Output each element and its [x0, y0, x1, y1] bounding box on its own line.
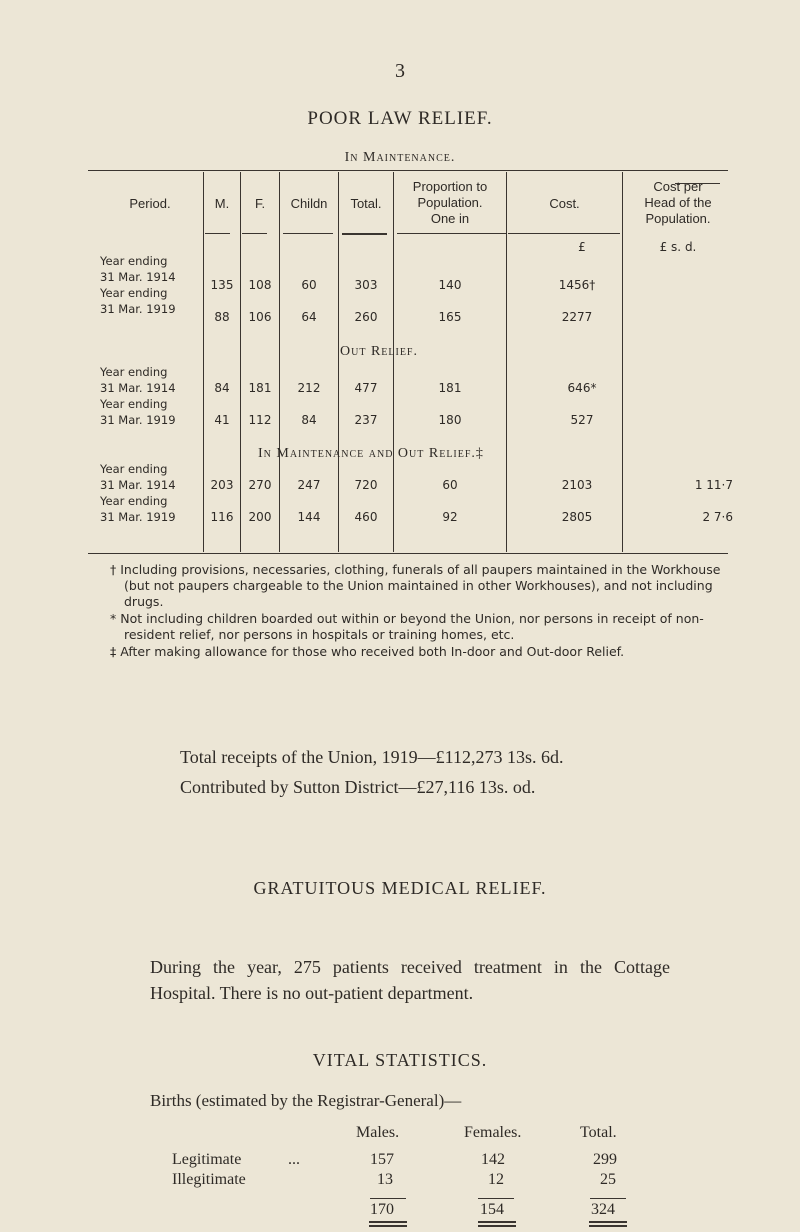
header-total: Total. — [350, 196, 382, 211]
period-line: Year ending — [100, 286, 168, 300]
column-divider — [338, 172, 339, 552]
cell-proportion: 180 — [438, 413, 462, 427]
period-line: 31 Mar. 1919 — [100, 413, 176, 427]
header-m: M. — [214, 196, 230, 211]
cell-proportion: 140 — [438, 278, 462, 292]
cell-childn: 64 — [301, 310, 317, 324]
births-col-females: Females. — [464, 1124, 522, 1141]
period-label — [100, 461, 176, 525]
table-top-rule — [88, 170, 728, 171]
cell-cost: 527 — [570, 413, 594, 427]
footnote: * Not including children boarded out within or beyond the Union, nor persons in receipt of non-resident relief, nor persons in hospitals or training homes, etc. — [110, 611, 704, 642]
header-proportion — [394, 179, 506, 227]
header-childn: Childn — [290, 196, 328, 211]
births-row-label: Illegitimate — [172, 1171, 246, 1188]
cell-proportion: 165 — [438, 310, 462, 324]
cell-total: 237 — [354, 413, 378, 427]
double-rule — [369, 1225, 407, 1227]
births-total: 299 — [593, 1151, 617, 1168]
births-col-total: Total. — [580, 1124, 617, 1141]
sutton-contribution: Contributed by Sutton District—£27,116 13s. od. — [180, 777, 536, 797]
period-label — [100, 253, 176, 317]
double-rule — [589, 1225, 627, 1227]
period-line: 31 Mar. 1914 — [100, 381, 176, 395]
header-proportion-line: One in — [430, 211, 470, 226]
cell-f: 112 — [248, 413, 272, 427]
cell-m: 203 — [210, 478, 234, 492]
cell-cost: 1456† — [558, 278, 596, 292]
header-underline — [508, 233, 620, 234]
period-line: 31 Mar. 1914 — [100, 270, 176, 284]
births-males: 157 — [370, 1151, 394, 1168]
cell-total: 303 — [354, 278, 378, 292]
table-bottom-rule — [88, 553, 728, 554]
cell-m: 88 — [214, 310, 230, 324]
column-divider — [203, 172, 204, 552]
header-cost-per-head — [623, 179, 733, 227]
cell-cost: 646* — [567, 381, 597, 395]
cell-m: 84 — [214, 381, 230, 395]
cell-cost-per-head: 2 7·6 — [702, 510, 733, 524]
footnotes — [110, 562, 730, 661]
births-heading: Births (estimated by the Registrar-General)— — [150, 1091, 462, 1110]
header-proportion-line: Proportion to — [412, 179, 488, 194]
header-underline — [205, 233, 230, 234]
cost-per-head-unit: £ s. d. — [659, 240, 697, 254]
births-females: 142 — [481, 1151, 505, 1168]
births-females: 12 — [488, 1171, 504, 1188]
period-line: Year ending — [100, 397, 168, 411]
cell-f: 270 — [248, 478, 272, 492]
cell-m: 116 — [210, 510, 234, 524]
cell-m: 135 — [210, 278, 234, 292]
cost-unit: £ — [578, 240, 586, 254]
sum-rule — [590, 1198, 626, 1199]
period-line: 31 Mar. 1919 — [100, 510, 176, 524]
header-proportion-line: Population. — [417, 195, 483, 210]
cell-cost: 2103 — [561, 478, 593, 492]
period-line: 31 Mar. 1919 — [100, 302, 176, 316]
double-rule — [478, 1221, 516, 1223]
cell-f: 108 — [248, 278, 272, 292]
cell-m: 41 — [214, 413, 230, 427]
period-line: 31 Mar. 1914 — [100, 478, 176, 492]
header-cost-per-head-line: Head of the — [644, 195, 712, 210]
cell-childn: 144 — [297, 510, 321, 524]
births-total-males: 170 — [370, 1201, 394, 1218]
cell-f: 106 — [248, 310, 272, 324]
cell-f: 181 — [248, 381, 272, 395]
period-line: Year ending — [100, 494, 168, 508]
cell-total: 720 — [354, 478, 378, 492]
double-rule — [369, 1221, 407, 1223]
column-divider — [393, 172, 394, 552]
double-rule — [478, 1225, 516, 1227]
births-row-label: Legitimate — [172, 1151, 242, 1168]
cell-childn: 84 — [301, 413, 317, 427]
footnote: † Including provisions, necessaries, clothing, funerals of all paupers maintained in the Workhouse (but not paupers chargeable to the Union maintained in other Workhouses), and not including drugs. — [110, 562, 721, 609]
cell-total: 260 — [354, 310, 378, 324]
header-cost-per-head-line: Cost per — [653, 179, 703, 194]
header-underline — [283, 233, 333, 234]
page-number: 3 — [395, 60, 405, 82]
column-divider — [240, 172, 241, 552]
births-row-leader: ... — [288, 1151, 300, 1168]
total-receipts: Total receipts of the Union, 1919—£112,273 13s. 6d. — [180, 747, 564, 767]
column-divider — [506, 172, 507, 552]
period-line: Year ending — [100, 462, 168, 476]
cell-total: 477 — [354, 381, 378, 395]
cell-childn: 60 — [301, 278, 317, 292]
births-total: 25 — [600, 1171, 616, 1188]
cell-childn: 212 — [297, 381, 321, 395]
births-total-total: 324 — [591, 1201, 615, 1218]
cell-cost: 2277 — [561, 310, 593, 324]
combined-heading: In Maintenance and Out Relief.‡ — [258, 446, 484, 461]
cell-total: 460 — [354, 510, 378, 524]
in-maintenance-heading: In Maintenance. — [344, 150, 456, 165]
period-line: Year ending — [100, 254, 168, 268]
header-period: Period. — [129, 196, 171, 211]
column-divider — [279, 172, 280, 552]
births-males: 13 — [377, 1171, 393, 1188]
vital-statistics-title: VITAL STATISTICS. — [312, 1050, 488, 1070]
header-cost: Cost. — [549, 196, 580, 211]
period-line: Year ending — [100, 365, 168, 379]
births-col-males: Males. — [356, 1124, 400, 1141]
header-f: F. — [254, 196, 266, 211]
gratuitous-paragraph: During the year, 275 patients received treatment in the Cottage Hospital. There is no out-patient department. — [150, 957, 670, 1003]
gratuitous-title: GRATUITOUS MEDICAL RELIEF. — [253, 878, 547, 898]
sum-rule — [370, 1198, 406, 1199]
cell-cost: 2805 — [561, 510, 593, 524]
births-total-females: 154 — [480, 1201, 504, 1218]
cell-childn: 247 — [297, 478, 321, 492]
header-underline — [342, 233, 387, 235]
period-label — [100, 364, 176, 428]
column-divider — [622, 172, 623, 552]
header-underline — [242, 233, 267, 234]
header-cost-per-head-line: Population. — [645, 211, 711, 226]
cell-proportion: 181 — [438, 381, 462, 395]
cell-cost-per-head: 1 11·7 — [694, 478, 733, 492]
header-underline — [397, 233, 507, 234]
sum-rule — [478, 1198, 514, 1199]
poor-law-title: POOR LAW RELIEF. — [307, 108, 493, 129]
double-rule — [589, 1221, 627, 1223]
footnote: ‡ After making allowance for those who received both In-door and Out-door Relief. — [110, 644, 625, 659]
cell-proportion: 60 — [442, 478, 458, 492]
cell-f: 200 — [248, 510, 272, 524]
cell-proportion: 92 — [442, 510, 458, 524]
out-relief-heading: Out Relief. — [340, 344, 418, 359]
